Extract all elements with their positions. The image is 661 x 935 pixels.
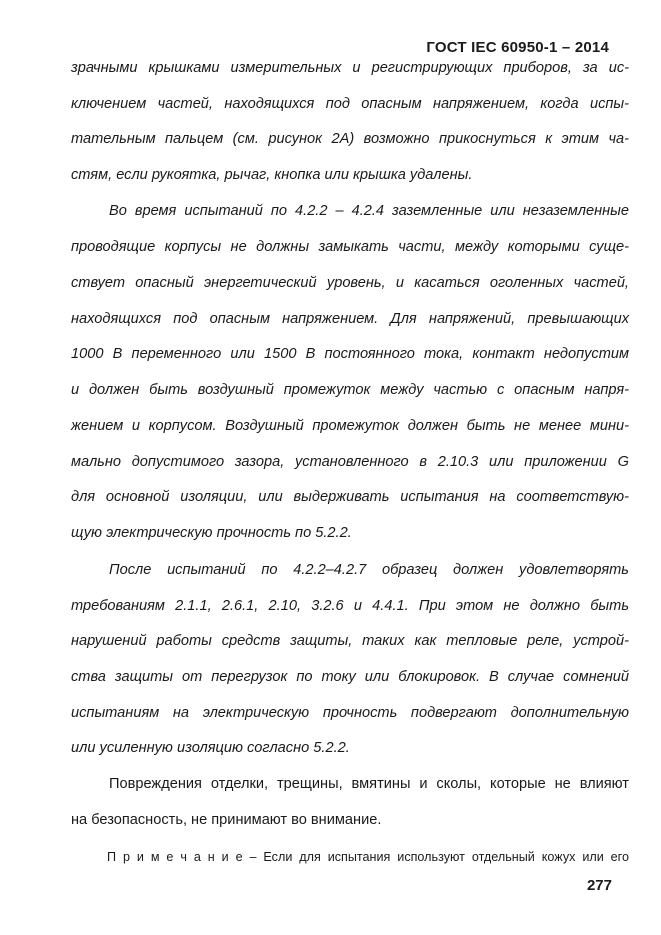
text-line: находящихся под опасным напряжением. Для напряжений, превышающих	[71, 311, 629, 327]
text-line: нарушений работы средств защиты, таких как тепловые реле, устрой-	[71, 633, 629, 649]
text-line: ключением частей, находящихся под опасным напряжением, когда испы-	[71, 96, 629, 112]
text-line: После испытаний по 4.2.2–4.2.7 образец должен удовлетворять	[109, 562, 629, 578]
document-header: ГОСТ IEC 60950-1 – 2014	[426, 39, 609, 56]
text-line: щую электрическую прочность по 5.2.2.	[71, 525, 352, 541]
page-number: 277	[586, 877, 612, 894]
text-line: тательным пальцем (см. рисунок 2А) возможно прикоснуться к этим ча-	[71, 131, 629, 147]
text-line: мально допустимого зазора, установленного в 2.10.3 или приложении G	[71, 454, 629, 470]
text-line: жением и корпусом. Воздушный промежуток должен быть не менее мини-	[71, 418, 629, 434]
text-line: или усиленную изоляцию согласно 5.2.2.	[71, 740, 350, 756]
text-line: Повреждения отделки, трещины, вмятины и сколы, которые не влияют	[109, 776, 629, 792]
text-line: ствует опасный энергетический уровень, и касаться оголенных частей,	[71, 275, 629, 291]
text-line: проводящие корпусы не должны замыкать части, между которыми суще-	[71, 239, 629, 255]
text-line: и должен быть воздушный промежуток между частью с опасным напря-	[71, 382, 629, 398]
text-line: 1000 В переменного или 1500 В постоянного тока, контакт недопустим	[71, 346, 629, 362]
text-line: требованиям 2.1.1, 2.6.1, 2.10, 3.2.6 и 4.4.1. При этом не должно быть	[71, 598, 629, 614]
text-line: ства защиты от перегрузок по току или блокировок. В случае сомнений	[71, 669, 629, 685]
text-line: Во время испытаний по 4.2.2 – 4.2.4 заземленные или незаземленные	[109, 203, 629, 219]
note-line: П р и м е ч а н и е – Если для испытания используют отдельный кожух или его	[107, 850, 629, 864]
text-line: испытаниям на электрическую прочность подвергают дополнительную	[71, 705, 629, 721]
text-line: на безопасность, не принимают во внимание.	[71, 812, 382, 828]
text-line: стям, если рукоятка, рычаг, кнопка или крышка удалены.	[71, 167, 473, 183]
text-line: для основной изоляции, или выдерживать испытания на соответствую-	[71, 489, 629, 505]
text-line: зрачными крышками измерительных и регистрирующих приборов, за ис-	[71, 60, 629, 76]
